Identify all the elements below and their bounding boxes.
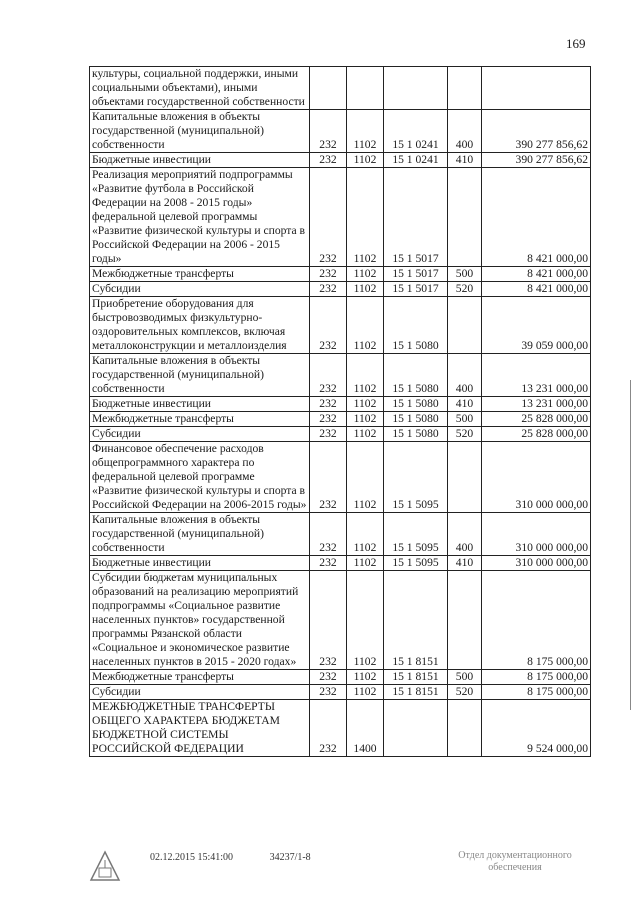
cell-name: Капитальные вложения в объекты государственной (муниципальной) собственности	[90, 513, 310, 556]
cell-section: 1102	[347, 168, 384, 267]
cell-vr	[448, 297, 482, 354]
cell-amount: 8 421 000,00	[482, 168, 591, 267]
cell-section	[347, 67, 384, 110]
table-row	[90, 412, 591, 427]
table-row	[90, 700, 591, 757]
cell-target: 15 1 5095	[384, 513, 448, 556]
cell-ministry: 232	[310, 685, 347, 700]
cell-section: 1102	[347, 513, 384, 556]
cell-ministry: 232	[310, 397, 347, 412]
cell-amount: 25 828 000,00	[482, 412, 591, 427]
cell-section: 1102	[347, 442, 384, 513]
table-row	[90, 297, 591, 354]
cell-section: 1102	[347, 397, 384, 412]
table-row	[90, 685, 591, 700]
cell-vr	[448, 168, 482, 267]
cell-name: Капитальные вложения в объекты государственной (муниципальной) собственности	[90, 110, 310, 153]
cell-vr	[448, 442, 482, 513]
table-row	[90, 267, 591, 282]
cell-ministry: 232	[310, 427, 347, 442]
table-row	[90, 168, 591, 267]
cell-vr: 520	[448, 685, 482, 700]
cell-vr: 500	[448, 412, 482, 427]
cell-target: 15 1 5017	[384, 168, 448, 267]
table-row	[90, 153, 591, 168]
table-row	[90, 427, 591, 442]
cell-target: 15 1 8151	[384, 670, 448, 685]
footer	[150, 852, 345, 863]
cell-section: 1102	[347, 685, 384, 700]
cell-ministry: 232	[310, 556, 347, 571]
cell-name: МЕЖБЮДЖЕТНЫЕ ТРАНСФЕРТЫ ОБЩЕГО ХАРАКТЕРА БЮДЖЕТАМ БЮДЖЕТНОЙ СИСТЕМЫ РОССИЙСКОЙ ФЕДЕРАЦИИ	[90, 700, 310, 757]
cell-amount: 310 000 000,00	[482, 513, 591, 556]
cell-vr: 410	[448, 556, 482, 571]
cell-name: культуры, социальной поддержки, иными социальными объектами), иными объектами государственной собственности	[90, 67, 310, 110]
cell-ministry: 232	[310, 571, 347, 670]
cell-section: 1102	[347, 267, 384, 282]
cell-section: 1102	[347, 571, 384, 670]
cell-ministry: 232	[310, 354, 347, 397]
cell-section: 1102	[347, 110, 384, 153]
cell-name: Бюджетные инвестиции	[90, 153, 310, 168]
cell-target: 15 1 8151	[384, 571, 448, 670]
cell-section: 1102	[347, 556, 384, 571]
cell-ministry: 232	[310, 297, 347, 354]
cell-name: Бюджетные инвестиции	[90, 397, 310, 412]
cell-name: Субсидии бюджетам муниципальных образований на реализацию мероприятий подпрограммы «Социальное развитие населенных пунктов» государственной программы Рязанской области «Социальное и экономическое развитие населенных пунктов в 2015 - 2020 годах»	[90, 571, 310, 670]
table-row	[90, 442, 591, 513]
cell-name: Капитальные вложения в объекты государственной (муниципальной) собственности	[90, 354, 310, 397]
cell-target: 15 1 5080	[384, 427, 448, 442]
cell-ministry: 232	[310, 412, 347, 427]
cell-vr: 520	[448, 282, 482, 297]
cell-section: 1102	[347, 282, 384, 297]
cell-name: Межбюджетные трансферты	[90, 412, 310, 427]
cell-amount: 390 277 856,62	[482, 153, 591, 168]
cell-amount: 8 175 000,00	[482, 571, 591, 670]
cell-name: Приобретение оборудования для быстровозводимых физкультурно-оздоровительных комплексов, включая металлоконструкции и металлоизделия	[90, 297, 310, 354]
cell-ministry	[310, 67, 347, 110]
cell-vr: 400	[448, 354, 482, 397]
cell-section: 1102	[347, 427, 384, 442]
table-row	[90, 67, 591, 110]
cell-name: Субсидии	[90, 427, 310, 442]
cell-vr	[448, 67, 482, 110]
table-row	[90, 513, 591, 556]
table-row	[90, 670, 591, 685]
cell-vr: 410	[448, 153, 482, 168]
budget-table-body	[90, 67, 591, 757]
cell-target: 15 1 5080	[384, 397, 448, 412]
cell-ministry: 232	[310, 700, 347, 757]
cell-name: Субсидии	[90, 685, 310, 700]
cell-target: 15 1 5095	[384, 556, 448, 571]
table-row	[90, 354, 591, 397]
cell-name: Межбюджетные трансферты	[90, 670, 310, 685]
cell-amount: 13 231 000,00	[482, 354, 591, 397]
cell-target: 15 1 8151	[384, 685, 448, 700]
cell-ministry: 232	[310, 442, 347, 513]
cell-name: Реализация мероприятий подпрограммы «Развитие футбола в Российской Федерации на 2008 - 2015 годы» федеральной целевой программы «Развитие физической культуры и спорта в Российской Федерации на 2006 - 2015 годы»	[90, 168, 310, 267]
cell-vr: 520	[448, 427, 482, 442]
cell-name: Бюджетные инвестиции	[90, 556, 310, 571]
cell-target: 15 1 5017	[384, 282, 448, 297]
cell-amount: 25 828 000,00	[482, 427, 591, 442]
cell-amount: 390 277 856,62	[482, 110, 591, 153]
table-row	[90, 110, 591, 153]
page-number: 169	[566, 36, 586, 51]
cell-amount: 39 059 000,00	[482, 297, 591, 354]
cell-amount: 310 000 000,00	[482, 442, 591, 513]
cell-section: 1102	[347, 297, 384, 354]
stamp-text: Отдел документационного обеспечения	[458, 850, 572, 873]
cell-name: Финансовое обеспечение расходов общепрограммного характера по федеральной целевой программе «Развитие физической культуры и спорта в Российской Федерации на 2006-2015 годы»	[90, 442, 310, 513]
cell-name: Межбюджетные трансферты	[90, 267, 310, 282]
cell-amount: 8 421 000,00	[482, 282, 591, 297]
cell-amount: 310 000 000,00	[482, 556, 591, 571]
cell-vr: 500	[448, 670, 482, 685]
cell-vr: 410	[448, 397, 482, 412]
cell-vr: 500	[448, 267, 482, 282]
cell-vr	[448, 571, 482, 670]
cell-section: 1102	[347, 412, 384, 427]
cell-target	[384, 700, 448, 757]
cell-target: 15 1 0241	[384, 110, 448, 153]
table-row	[90, 282, 591, 297]
cell-target: 15 1 0241	[384, 153, 448, 168]
cell-name: Субсидии	[90, 282, 310, 297]
emblem-logo-icon	[88, 850, 122, 884]
cell-ministry: 232	[310, 267, 347, 282]
table-row	[90, 571, 591, 670]
cell-ministry: 232	[310, 670, 347, 685]
cell-section: 1400	[347, 700, 384, 757]
cell-amount: 8 421 000,00	[482, 267, 591, 282]
cell-section: 1102	[347, 670, 384, 685]
cell-amount	[482, 67, 591, 110]
table-row	[90, 397, 591, 412]
cell-vr: 400	[448, 110, 482, 153]
cell-target: 15 1 5017	[384, 267, 448, 282]
cell-target: 15 1 5080	[384, 354, 448, 397]
cell-vr	[448, 700, 482, 757]
footer-datetime: 02.12.2015 15:41:00	[150, 852, 234, 863]
footer-doc-id: 34237/1-8	[269, 852, 311, 863]
cell-amount: 8 175 000,00	[482, 670, 591, 685]
cell-ministry: 232	[310, 513, 347, 556]
cell-ministry: 232	[310, 282, 347, 297]
scan-edge-line	[630, 380, 631, 710]
cell-vr: 400	[448, 513, 482, 556]
cell-amount: 9 524 000,00	[482, 700, 591, 757]
cell-target	[384, 67, 448, 110]
cell-amount: 13 231 000,00	[482, 397, 591, 412]
cell-section: 1102	[347, 354, 384, 397]
budget-table	[89, 66, 591, 757]
cell-amount: 8 175 000,00	[482, 685, 591, 700]
cell-target: 15 1 5080	[384, 412, 448, 427]
cell-target: 15 1 5095	[384, 442, 448, 513]
cell-ministry: 232	[310, 153, 347, 168]
cell-ministry: 232	[310, 168, 347, 267]
cell-target: 15 1 5080	[384, 297, 448, 354]
table-row	[90, 556, 591, 571]
cell-section: 1102	[347, 153, 384, 168]
cell-ministry: 232	[310, 110, 347, 153]
